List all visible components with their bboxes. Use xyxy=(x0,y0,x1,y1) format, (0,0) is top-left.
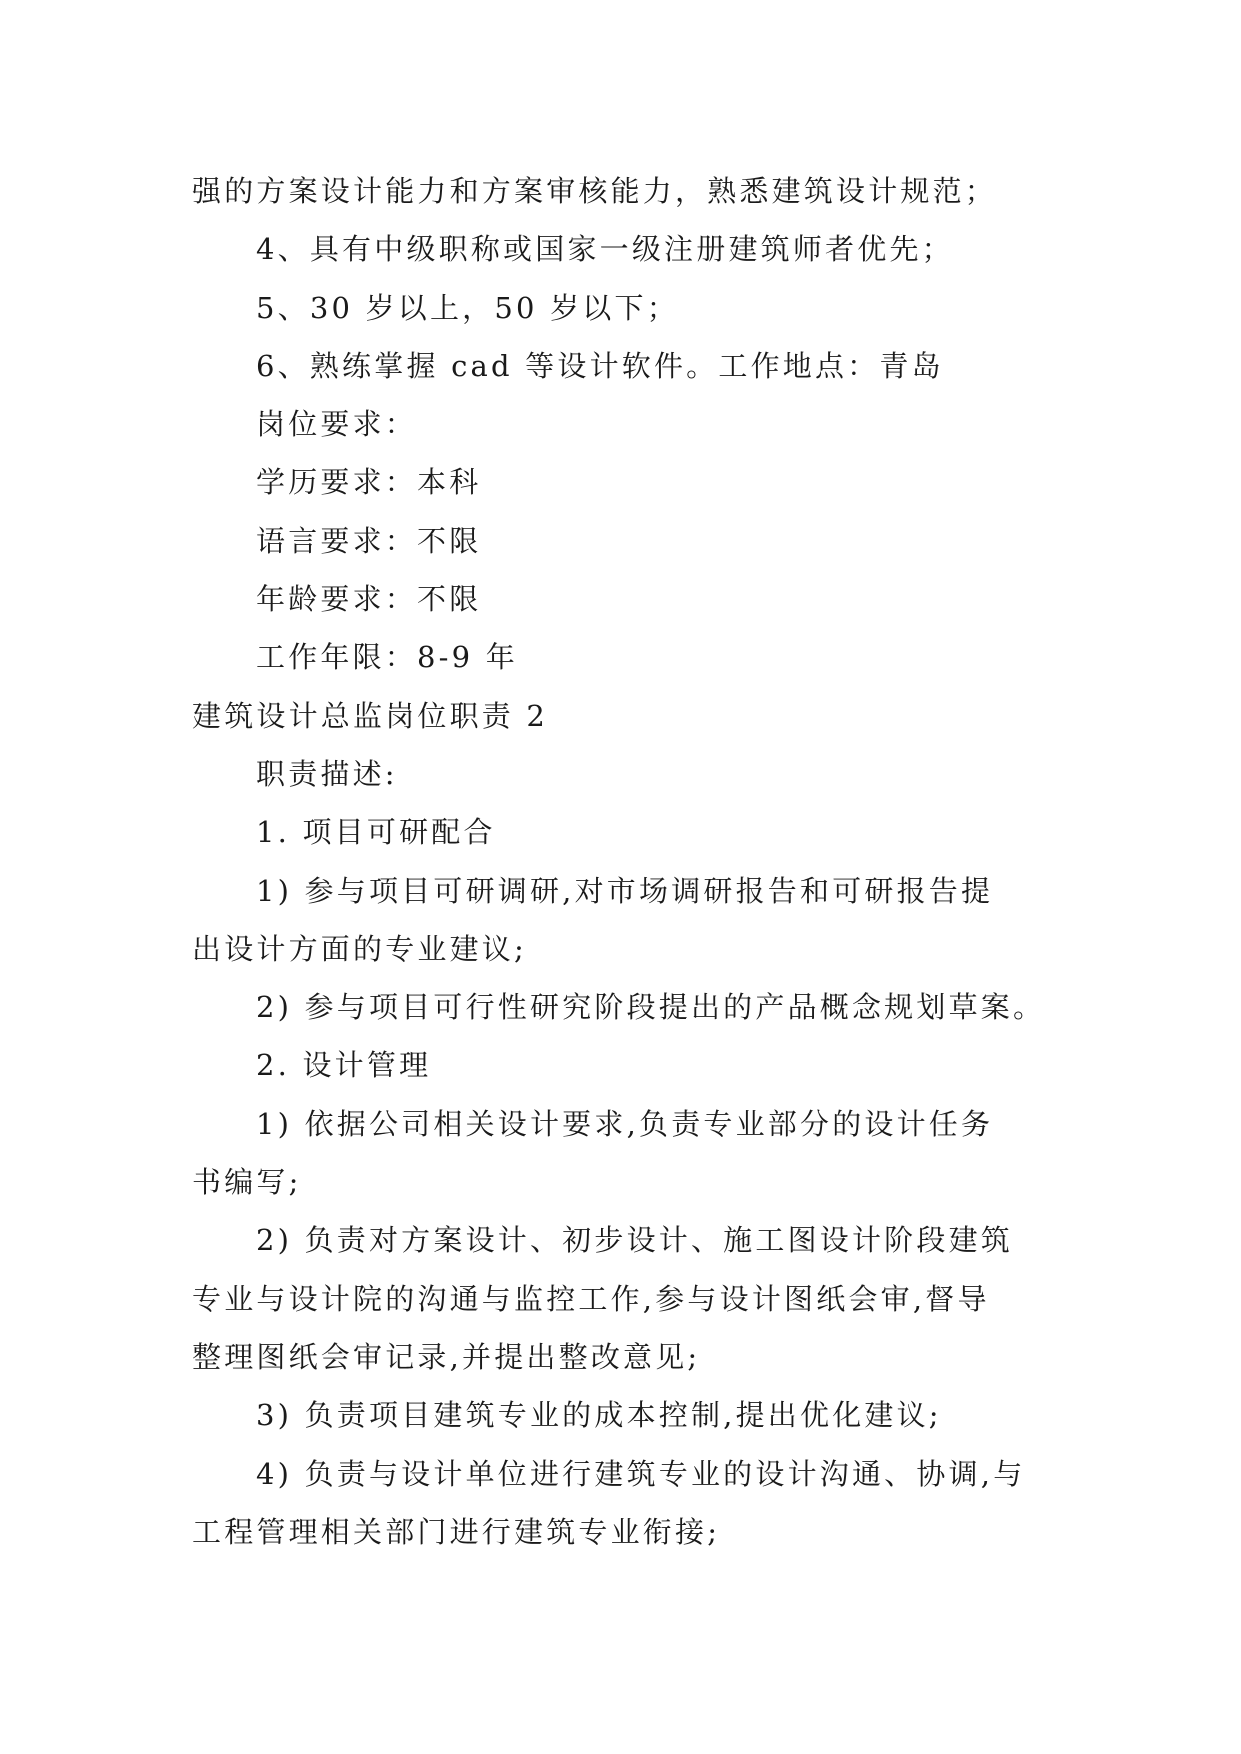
paragraph-line: 出设计方面的专业建议; xyxy=(192,931,527,966)
paragraph-line: 年龄要求：不限 xyxy=(256,582,482,617)
paragraph-line: 1) 依据公司相关设计要求,负责专业部分的设计任务 xyxy=(256,1106,994,1141)
paragraph-line: 3) 负责项目建筑专业的成本控制,提出优化建议; xyxy=(256,1398,942,1433)
paragraph-line: 2) 负责对方案设计、初步设计、施工图设计阶段建筑 xyxy=(256,1223,1013,1258)
paragraph-line: 强的方案设计能力和方案审核能力，熟悉建筑设计规范； xyxy=(192,174,998,208)
paragraph-line: 岗位要求： xyxy=(256,407,418,442)
paragraph-line: 整理图纸会审记录,并提出整改意见; xyxy=(192,1339,701,1374)
paragraph-line: 职责描述: xyxy=(256,756,398,791)
paragraph-line: 2) 参与项目可行性研究阶段提出的产品概念规划草案。 xyxy=(256,990,1046,1025)
paragraph-line: 语言要求：不限 xyxy=(256,523,482,558)
section-heading: 建筑设计总监岗位职责 2 xyxy=(192,698,549,733)
paragraph-line: 4) 负责与设计单位进行建筑专业的设计沟通、协调,与 xyxy=(256,1456,1026,1491)
paragraph-line: 6、熟练掌握 cad 等设计软件。工作地点：青岛 xyxy=(256,348,944,383)
paragraph-line: 工程管理相关部门进行建筑专业衔接; xyxy=(192,1514,721,1549)
paragraph-line: 专业与设计院的沟通与监控工作,参与设计图纸会审,督导 xyxy=(192,1281,990,1316)
paragraph-line: 学历要求：本科 xyxy=(256,465,482,500)
paragraph-line: 工作年限：8-9 年 xyxy=(256,640,518,675)
paragraph-line: 1) 参与项目可研调研,对市场调研报告和可研报告提 xyxy=(256,873,994,908)
paragraph-line: 书编写; xyxy=(192,1165,302,1200)
paragraph-line: 2. 设计管理 xyxy=(256,1048,432,1083)
document-body xyxy=(192,162,1072,1561)
paragraph-line: 5、30 岁以上，50 岁以下； xyxy=(256,290,679,325)
paragraph-line: 4、具有中级职称或国家一级注册建筑师者优先； xyxy=(256,232,954,267)
paragraph-line: 1. 项目可研配合 xyxy=(256,815,496,850)
